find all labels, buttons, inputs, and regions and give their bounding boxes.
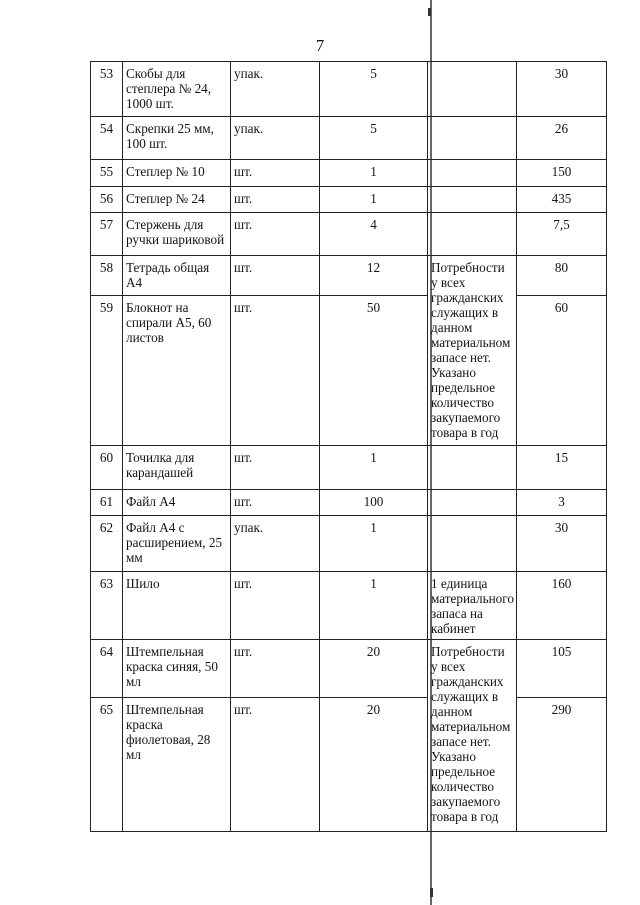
table-row — [91, 490, 607, 516]
item-note — [428, 117, 517, 160]
item-unit: шт. — [231, 160, 320, 187]
item-note — [428, 187, 517, 213]
item-price: 30 — [517, 516, 607, 572]
item-price: 26 — [517, 117, 607, 160]
item-quantity: 5 — [320, 117, 428, 160]
row-number: 62 — [91, 516, 123, 572]
item-quantity: 20 — [320, 640, 428, 698]
item-unit: упак. — [231, 62, 320, 117]
item-note — [428, 62, 517, 117]
item-unit: шт. — [231, 572, 320, 640]
item-note — [428, 213, 517, 256]
row-number: 63 — [91, 572, 123, 640]
row-number: 61 — [91, 490, 123, 516]
item-price: 150 — [517, 160, 607, 187]
item-quantity: 1 — [320, 446, 428, 490]
item-note — [428, 490, 517, 516]
item-price: 7,5 — [517, 213, 607, 256]
item-quantity: 12 — [320, 256, 428, 296]
item-name: Блокнот на спирали А5, 60 листов — [123, 296, 231, 446]
item-unit: шт. — [231, 256, 320, 296]
item-note: 1 единица материального запаса на кабинет — [428, 572, 517, 640]
item-name: Степлер № 24 — [123, 187, 231, 213]
item-unit: шт. — [231, 490, 320, 516]
scan-speck — [430, 888, 433, 897]
item-quantity: 1 — [320, 572, 428, 640]
item-name: Файл А4 с расширением, 25 мм — [123, 516, 231, 572]
table-row — [91, 187, 607, 213]
table-row — [91, 516, 607, 572]
table-row — [91, 296, 607, 446]
goods-table — [90, 61, 607, 832]
item-note: Потребности у всех гражданских служащих в данном материальном запасе нет. Указано предельное количество закупаемого товара в год — [428, 256, 517, 446]
row-number: 54 — [91, 117, 123, 160]
item-quantity: 1 — [320, 516, 428, 572]
table-row — [91, 446, 607, 490]
item-quantity: 50 — [320, 296, 428, 446]
item-name: Тетрадь общая А4 — [123, 256, 231, 296]
item-price: 290 — [517, 698, 607, 832]
row-number: 60 — [91, 446, 123, 490]
item-name: Степлер № 10 — [123, 160, 231, 187]
table-row — [91, 213, 607, 256]
item-quantity: 4 — [320, 213, 428, 256]
item-price: 160 — [517, 572, 607, 640]
item-name: Штемпельная краска синяя, 50 мл — [123, 640, 231, 698]
item-quantity: 1 — [320, 187, 428, 213]
item-price: 60 — [517, 296, 607, 446]
table-row — [91, 572, 607, 640]
item-name: Штемпельная краска фиолетовая, 28 мл — [123, 698, 231, 832]
item-unit: шт. — [231, 640, 320, 698]
row-number: 57 — [91, 213, 123, 256]
item-price: 105 — [517, 640, 607, 698]
item-quantity: 1 — [320, 160, 428, 187]
item-note: Потребности у всех гражданских служащих в данном материальном запасе нет. Указано предельное количество закупаемого товара в год — [428, 640, 517, 832]
item-quantity: 20 — [320, 698, 428, 832]
row-number: 58 — [91, 256, 123, 296]
item-quantity: 5 — [320, 62, 428, 117]
item-name: Скобы для степлера № 24, 1000 шт. — [123, 62, 231, 117]
row-number: 55 — [91, 160, 123, 187]
item-price: 15 — [517, 446, 607, 490]
table-row — [91, 698, 607, 832]
row-number: 65 — [91, 698, 123, 832]
item-note — [428, 516, 517, 572]
item-price: 435 — [517, 187, 607, 213]
scan-speck — [428, 8, 431, 16]
item-unit: шт. — [231, 187, 320, 213]
item-name: Стержень для ручки шариковой — [123, 213, 231, 256]
item-price: 80 — [517, 256, 607, 296]
item-unit: шт. — [231, 296, 320, 446]
item-name: Точилка для карандашей — [123, 446, 231, 490]
item-unit: шт. — [231, 213, 320, 256]
row-number: 56 — [91, 187, 123, 213]
table-row — [91, 62, 607, 117]
item-price: 30 — [517, 62, 607, 117]
item-unit: упак. — [231, 516, 320, 572]
table-row — [91, 256, 607, 296]
table-row — [91, 640, 607, 698]
page-number: 7 — [315, 36, 325, 55]
table-row — [91, 160, 607, 187]
table-row — [91, 117, 607, 160]
item-unit: упак. — [231, 117, 320, 160]
item-name: Файл А4 — [123, 490, 231, 516]
item-unit: шт. — [231, 446, 320, 490]
item-price: 3 — [517, 490, 607, 516]
row-number: 53 — [91, 62, 123, 117]
item-quantity: 100 — [320, 490, 428, 516]
item-name: Шило — [123, 572, 231, 640]
item-unit: шт. — [231, 698, 320, 832]
item-note — [428, 160, 517, 187]
row-number: 59 — [91, 296, 123, 446]
item-note — [428, 446, 517, 490]
item-name: Скрепки 25 мм, 100 шт. — [123, 117, 231, 160]
row-number: 64 — [91, 640, 123, 698]
